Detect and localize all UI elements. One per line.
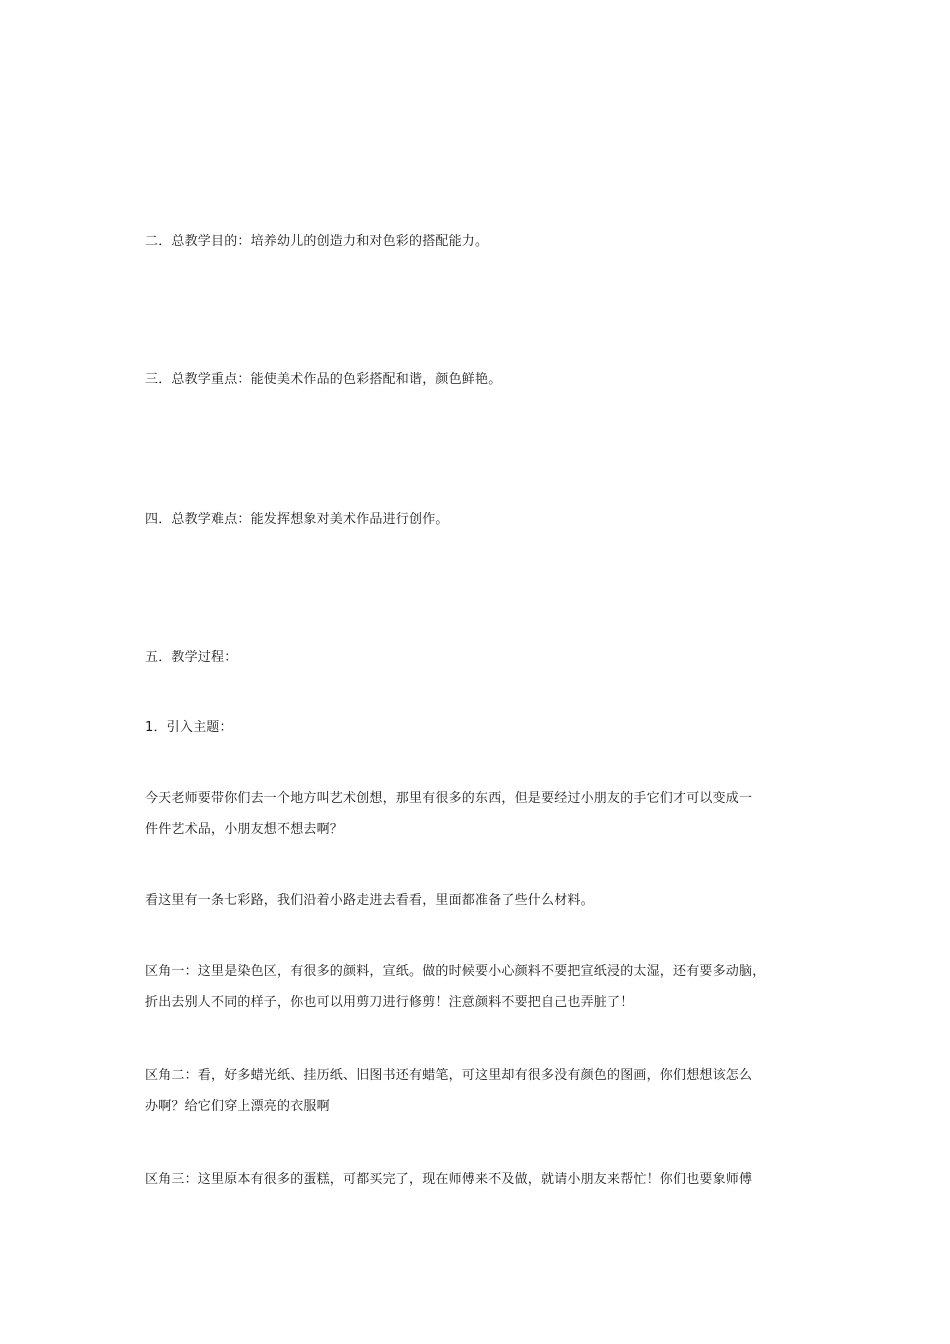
teaching-difficulty-text: 四．总教学难点：能发挥想象对美术作品进行创作。	[145, 512, 449, 527]
intro-paragraph	[145, 783, 815, 845]
teaching-key-point	[145, 364, 815, 395]
corner-1-paragraph	[145, 956, 815, 1018]
teaching-key-point-text: 三．总教学重点：能使美术作品的色彩搭配和谐，颜色鲜艳。	[145, 372, 502, 387]
step-1-heading-text: 1．引入主题：	[145, 720, 233, 735]
rainbow-path-paragraph	[145, 885, 815, 916]
corner-3-line-1: 区角三：这里原本有很多的蛋糕，可都买完了，现在师傅来不及做，就请小朋友来帮忙！你们也要象师傅	[145, 1172, 753, 1187]
rainbow-path-text: 看这里有一条七彩路，我们沿着小路走进去看看，里面都准备了些什么材料。	[145, 893, 594, 908]
corner-2-line-2: 办啊？给它们穿上漂亮的衣服啊	[145, 1099, 330, 1114]
corner-1-line-1: 区角一：这里是染色区，有很多的颜料，宣纸。做的时候要小心颜料不要把宣纸浸的太湿，还有要多动脑，	[145, 964, 766, 979]
intro-line-2: 件件艺术品，小朋友想不想去啊？	[145, 822, 344, 837]
teaching-objective	[145, 226, 815, 257]
corner-3-paragraph	[145, 1164, 815, 1195]
teaching-process-heading-text: 五．教学过程：	[145, 650, 238, 665]
corner-2-paragraph	[145, 1060, 815, 1122]
intro-line-1: 今天老师要带你们去一个地方叫艺术创想，那里有很多的东西，但是要经过小朋友的手它们才可以变成一	[145, 791, 753, 806]
teaching-process-heading	[145, 642, 815, 673]
corner-1-line-2: 折出去别人不同的样子，你也可以用剪刀进行修剪！注意颜料不要把自己也弄脏了！	[145, 995, 634, 1010]
corner-2-line-1: 区角二：看，好多蜡光纸、挂历纸、旧图书还有蜡笔，可这里却有很多没有颜色的图画，你们想想该怎么	[145, 1068, 753, 1083]
teaching-objective-text: 二．总教学目的：培养幼儿的创造力和对色彩的搭配能力。	[145, 234, 489, 249]
teaching-difficulty	[145, 504, 815, 535]
step-1-heading	[145, 712, 815, 743]
